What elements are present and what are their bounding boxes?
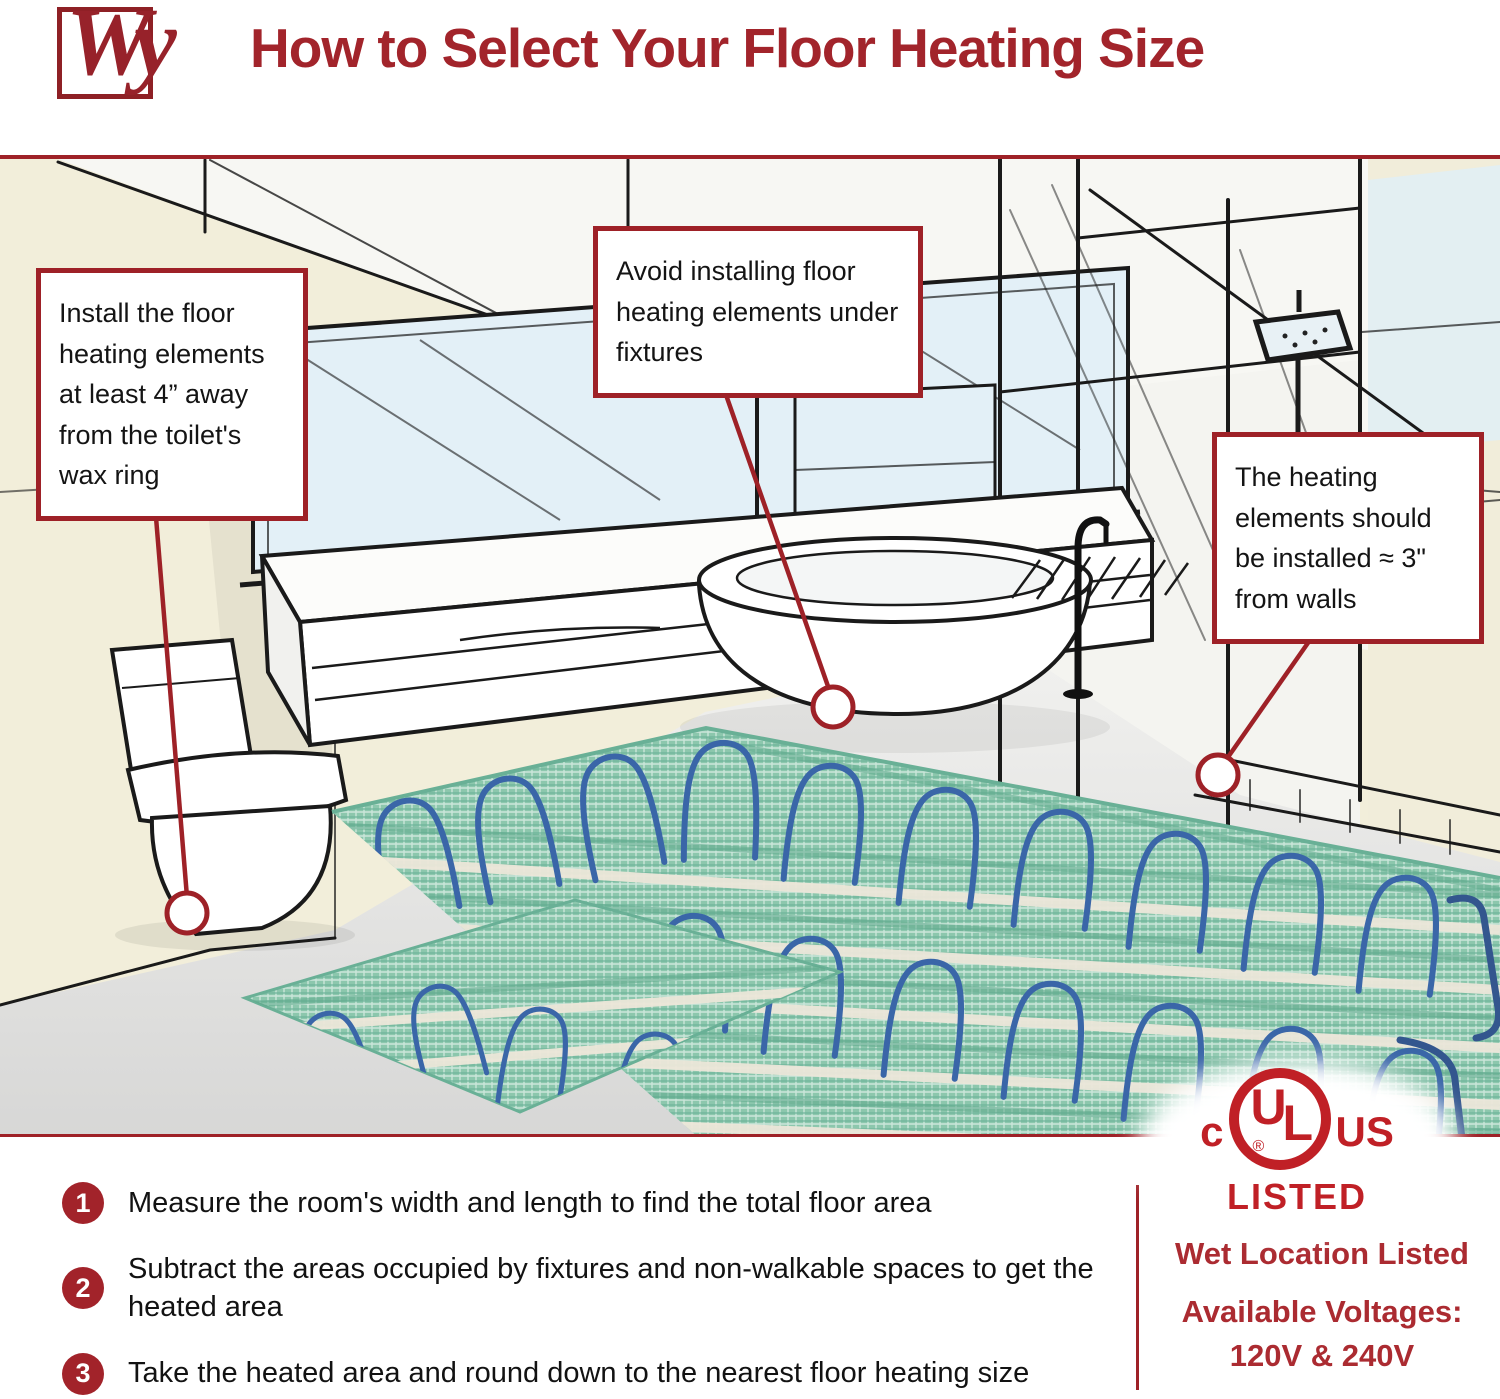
bathroom-illustration [0,155,1500,1137]
step-2-badge: 2 [62,1267,104,1309]
ul-certification-badge [1172,1068,1422,1218]
page-title: How to Select Your Floor Heating Size [250,17,1205,79]
step-3 [62,1353,1122,1395]
step-1-badge: 1 [62,1182,104,1224]
brand-logo-monogram: Wy [66,0,165,95]
voltages-value: 120V & 240V [1229,1338,1415,1373]
step-3-badge: 3 [62,1353,104,1395]
ul-l-letter: L [1282,1095,1314,1151]
step-1 [62,1182,1122,1224]
leader-marker-toilet [167,893,207,933]
section-divider [1136,1185,1139,1390]
ul-mark [1172,1068,1422,1170]
registered-trademark-icon: ® [1252,1138,1265,1155]
ul-c-label: c [1200,1108,1224,1155]
ul-u-letter: U [1250,1079,1287,1135]
ul-us-label: US [1335,1108,1394,1155]
ul-listed-label: LISTED [1226,1176,1367,1217]
steps-list [62,1182,1122,1395]
step-2 [62,1250,1122,1327]
leader-marker-tub [813,687,853,727]
callout-wall-clearance: The heating elements should be installed ≈ 3" from walls [1212,432,1484,644]
callout-avoid-fixtures: Avoid installing floor heating elements under fixtures [593,226,923,398]
wet-location-label: Wet Location Listed [1175,1236,1469,1271]
certification-panel [1150,1236,1494,1374]
brand-logo [57,0,165,99]
step-2-text: Subtract the areas occupied by fixtures and non-walkable spaces to get the heated area [128,1253,1094,1324]
leader-marker-wall [1198,755,1238,795]
step-3-text: Take the heated area and round down to the nearest floor heating size [128,1357,1030,1390]
callout-toilet-clearance: Install the floor heating elements at least 4” away from the toilet's wax ring [36,268,308,521]
step-1-text: Measure the room's width and length to find the total floor area [128,1186,932,1219]
ul-mark-icon [1229,1068,1331,1170]
voltages-label: Available Voltages: [1181,1294,1463,1329]
